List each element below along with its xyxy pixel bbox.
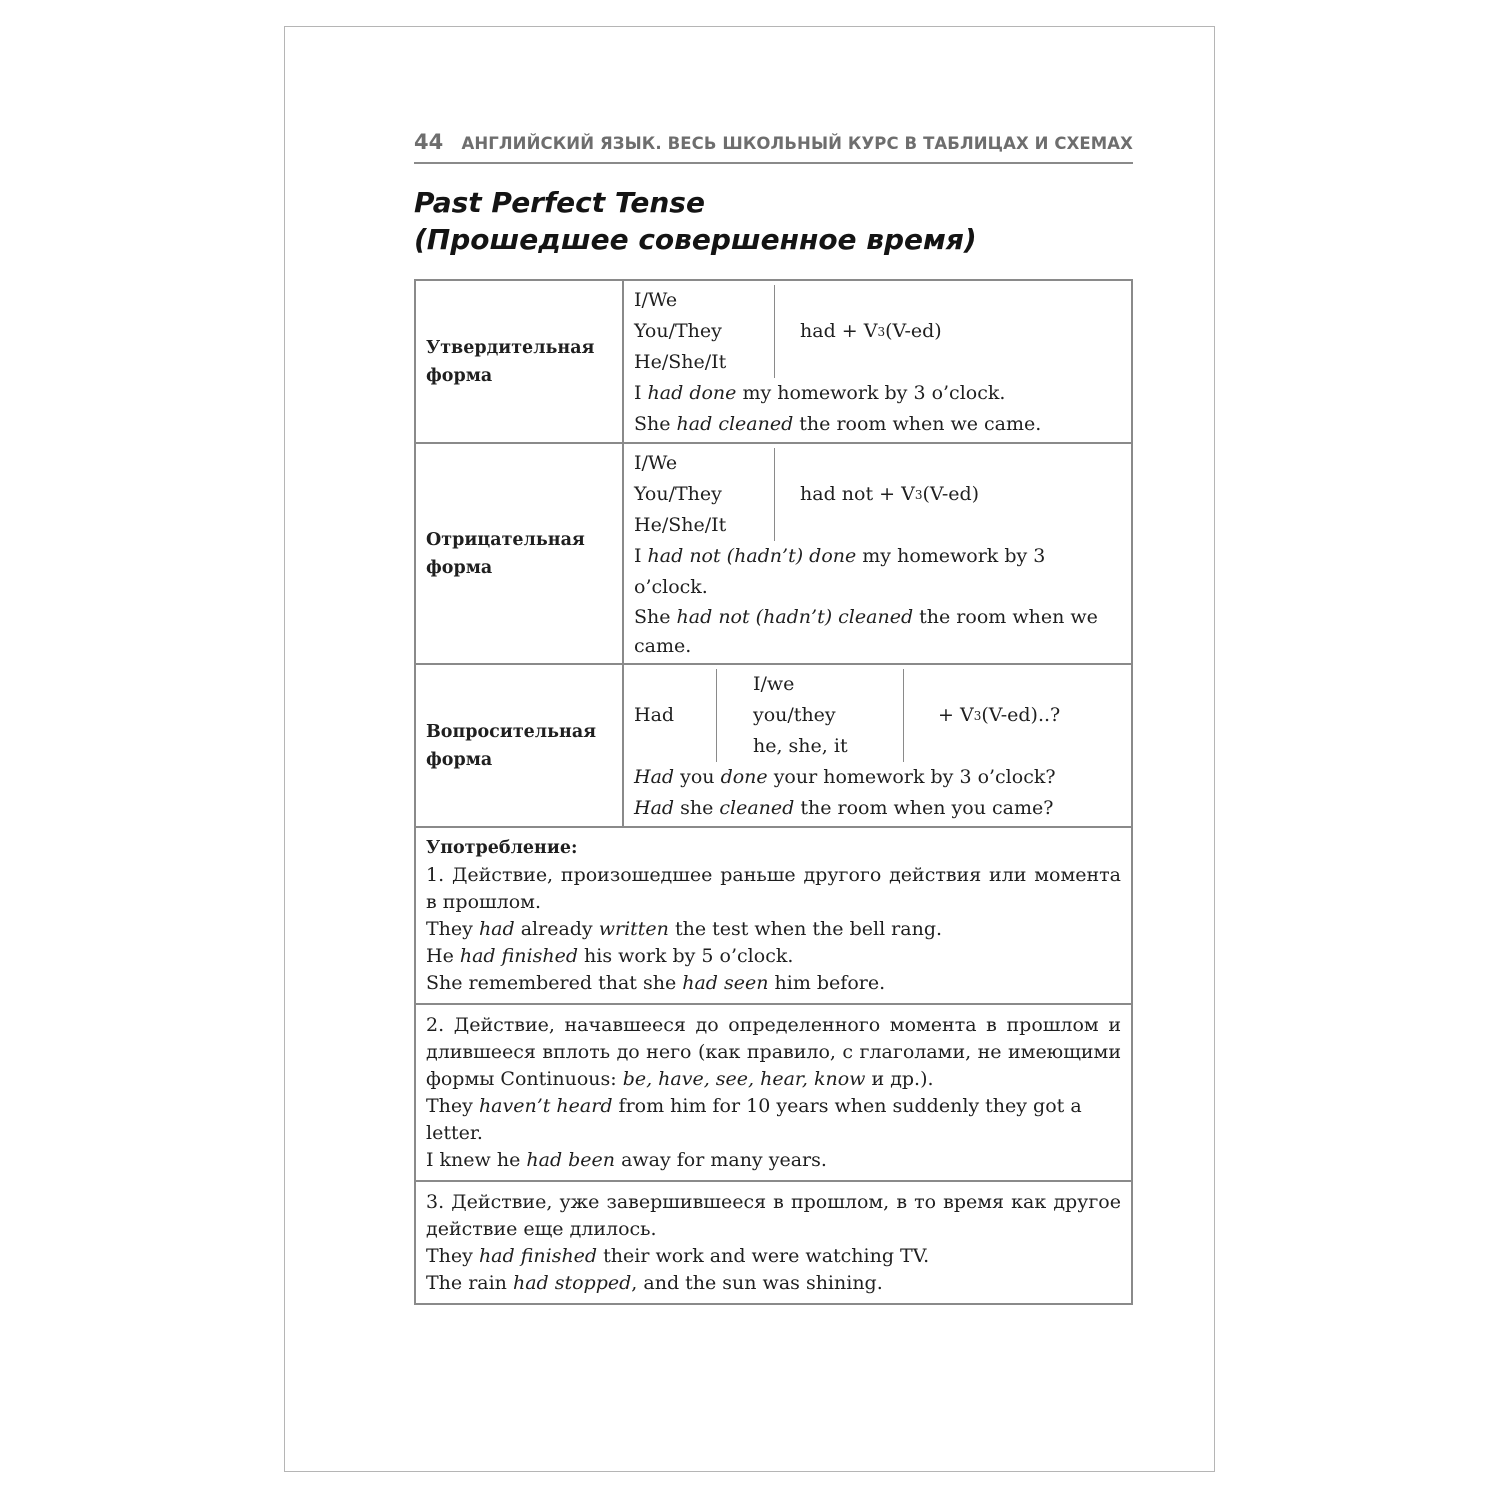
usage-cell [415,1181,1132,1304]
grammar-table [414,279,1133,1305]
pronoun-list [634,285,775,378]
example-sentence: The rain had stopped, and the sun was shining. [426,1272,883,1294]
usage-description: 1. Действие, произошедшее раньше другого действия или момента в прошлом. [426,864,1121,913]
negative-row [415,443,1132,664]
running-header [414,126,1133,164]
usage-cell [415,1004,1132,1181]
example-sentence: He had finished his work by 5 o’clock. [426,945,794,967]
affirmative-formula [634,285,1121,378]
example-sentence: Had you done your homework by 3 o’clock? [634,766,1056,788]
formula-prefix: had + V [800,320,878,342]
formula-prefix: had not + V [800,483,915,505]
pronoun: I/we [753,673,795,695]
section-title [414,184,1133,258]
example-sentence: They haven’t heard from him for 10 years when suddenly they got a letter. [426,1095,1082,1144]
formula-text: + V 3 (V-ed)..? [904,669,1060,762]
interrogative-label: Вопросительная форма [415,664,623,827]
negative-label: Отрицательная форма [415,443,623,664]
title-russian: (Прошедшее совершенное время) [414,223,977,256]
example-sentence: They had finished their work and were watching TV. [426,1245,930,1267]
formula-text: had not + V 3 (V-ed) [775,448,979,541]
formula-suffix: (V-ed)..? [981,704,1061,726]
example-sentence: She remembered that she had seen him before. [426,972,886,994]
affirmative-label: Утвердительная форма [415,280,623,443]
usage-description: 3. Действие, уже завершившееся в прошлом, в то время как другое действие еще длилось. [426,1191,1121,1240]
pronoun: He/She/It [634,514,727,536]
negative-body [623,443,1132,664]
pronoun: You/They [634,320,722,342]
usage-row-3 [415,1181,1132,1304]
auxiliary-had: Had [634,669,717,762]
interrogative-formula [634,669,1121,762]
title-english: Past Perfect Tense [414,186,705,219]
pronoun: He/She/It [634,351,727,373]
pronoun-list [717,669,904,762]
example-sentence: She had cleaned the room when we came. [634,413,1042,435]
interrogative-body [623,664,1132,827]
pronoun-list [634,448,775,541]
example-sentence: I had done my homework by 3 o’clock. [634,382,1006,404]
pronoun: you/they [753,704,836,726]
example-sentence: They had already written the test when the bell rang. [426,918,943,940]
affirmative-row [415,280,1132,443]
usage-cell [415,827,1132,1004]
example-sentence: I had not (hadn’t) done my homework by 3 o’clock. [634,545,1046,598]
usage-row-2 [415,1004,1132,1181]
page-number: 44 [414,130,444,154]
interrogative-row [415,664,1132,827]
book-title: АНГЛИЙСКИЙ ЯЗЫК. ВЕСЬ ШКОЛЬНЫЙ КУРС В ТАБЛИЦАХ И СХЕМАХ [461,134,1133,153]
pronoun: I/We [634,452,678,474]
example-sentence: I knew he had been away for many years. [426,1149,827,1171]
example-sentence: She had not (hadn’t) cleaned the room when we came. [634,606,1098,657]
usage-title: Употребление: [426,838,578,858]
affirmative-body [623,280,1132,443]
pronoun: You/They [634,483,722,505]
pronoun: I/We [634,289,678,311]
formula-suffix: (V-ed) [885,320,942,342]
usage-row-1 [415,827,1132,1004]
formula-suffix: (V-ed) [922,483,980,505]
example-sentence: Had she cleaned the room when you came? [634,797,1054,819]
negative-formula [634,448,1121,541]
pronoun: he, she, it [753,735,848,757]
formula-text: had + V 3 (V-ed) [775,285,942,378]
formula-prefix: + V [938,704,974,726]
usage-description: 2. Действие, начавшееся до определенного момента в прошлом и длившееся вплоть до него (как правило, с глаголами, не имеющими формы Continuous: be, have, see, hear, know и др.). [426,1014,1121,1090]
